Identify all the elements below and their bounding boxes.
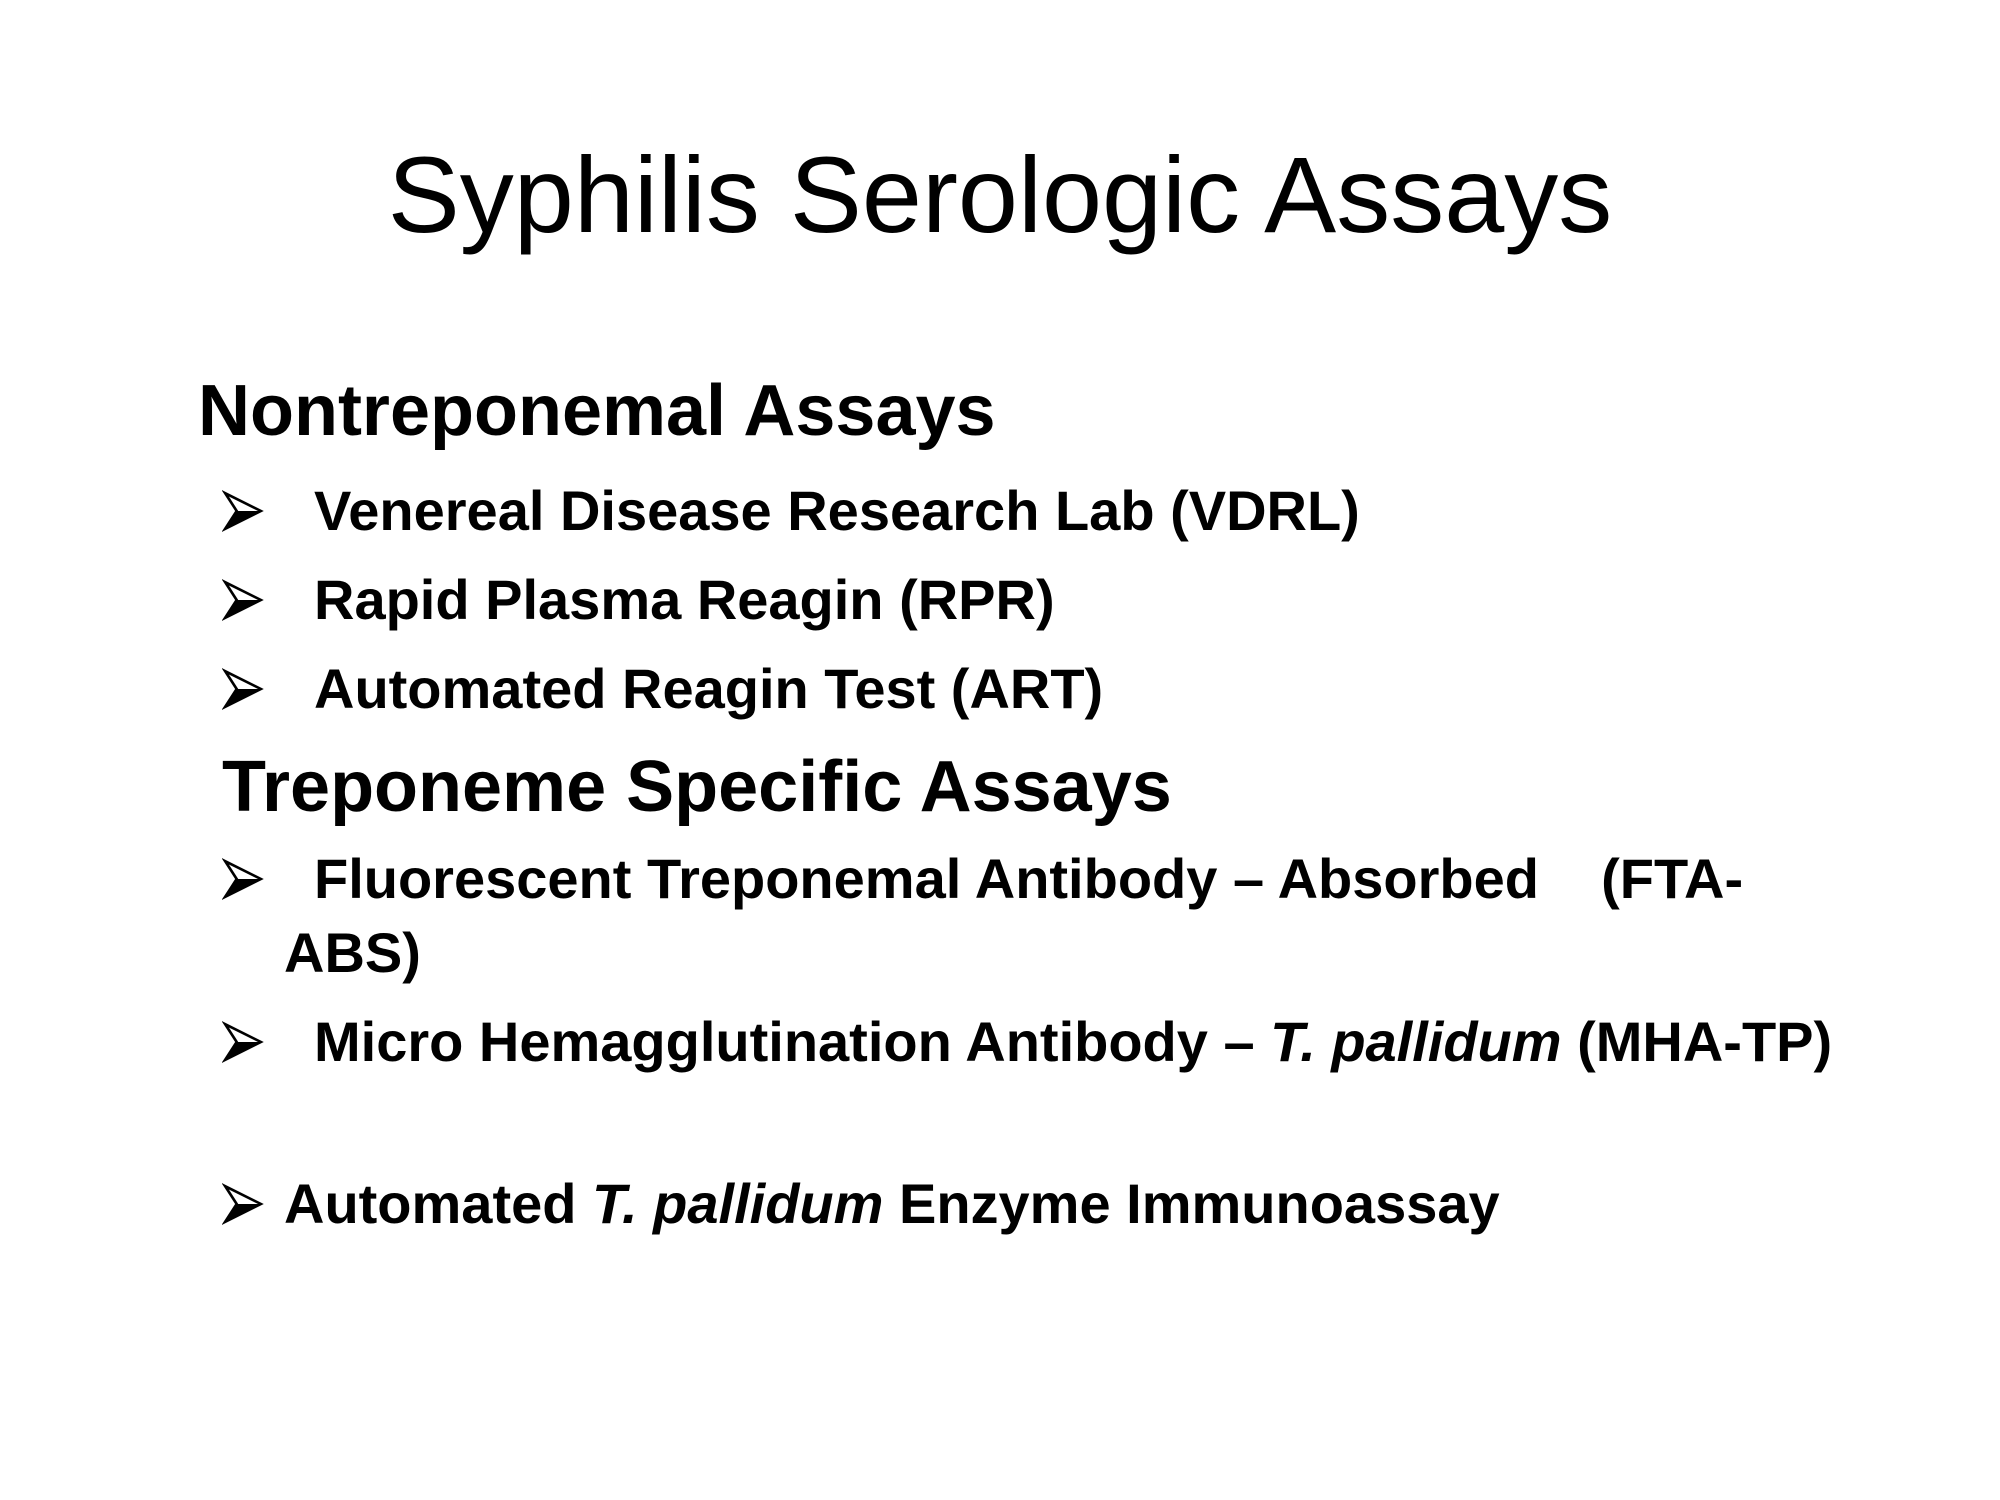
list-item: [222, 474, 1862, 548]
text-segment: Automated: [284, 1172, 592, 1235]
arrow-bullet-icon: [222, 1183, 264, 1225]
text-segment: (MHA-TP): [1561, 1010, 1833, 1073]
arrow-bullet-icon: [222, 490, 264, 532]
list-item-text: [222, 1005, 1862, 1079]
arrow-bullet-icon: [222, 579, 264, 621]
list-item-text: Automated Reagin Test (ART): [314, 657, 1104, 720]
list-item-text: Venereal Disease Research Lab (VDRL): [314, 479, 1360, 542]
list-item-text: Rapid Plasma Reagin (RPR): [314, 568, 1055, 631]
list-item: [222, 652, 1862, 726]
arrow-bullet-icon: [222, 1021, 264, 1063]
arrow-bullet-icon: [222, 668, 264, 710]
species-name: T. pallidum: [592, 1172, 884, 1235]
list-item: [222, 842, 1862, 990]
list-item-text: Fluorescent Treponemal Antibody – Absorbed (FTA-ABS): [284, 847, 1744, 984]
section-heading-treponeme-specific: Treponeme Specific Assays: [222, 747, 1172, 827]
list-item-text: [222, 1167, 1862, 1241]
list-item: [222, 1005, 1862, 1079]
text-segment: Micro Hemagglutination Antibody –: [314, 1010, 1271, 1073]
list-item: [222, 1167, 1862, 1241]
section-heading-nontreponemal: Nontreponemal Assays: [198, 371, 996, 451]
slide-title: Syphilis Serologic Assays: [387, 134, 1613, 255]
text-segment: Enzyme Immunoassay: [883, 1172, 1500, 1235]
arrow-bullet-icon: [222, 858, 264, 900]
species-name: T. pallidum: [1270, 1010, 1562, 1073]
list-item: [222, 563, 1862, 637]
